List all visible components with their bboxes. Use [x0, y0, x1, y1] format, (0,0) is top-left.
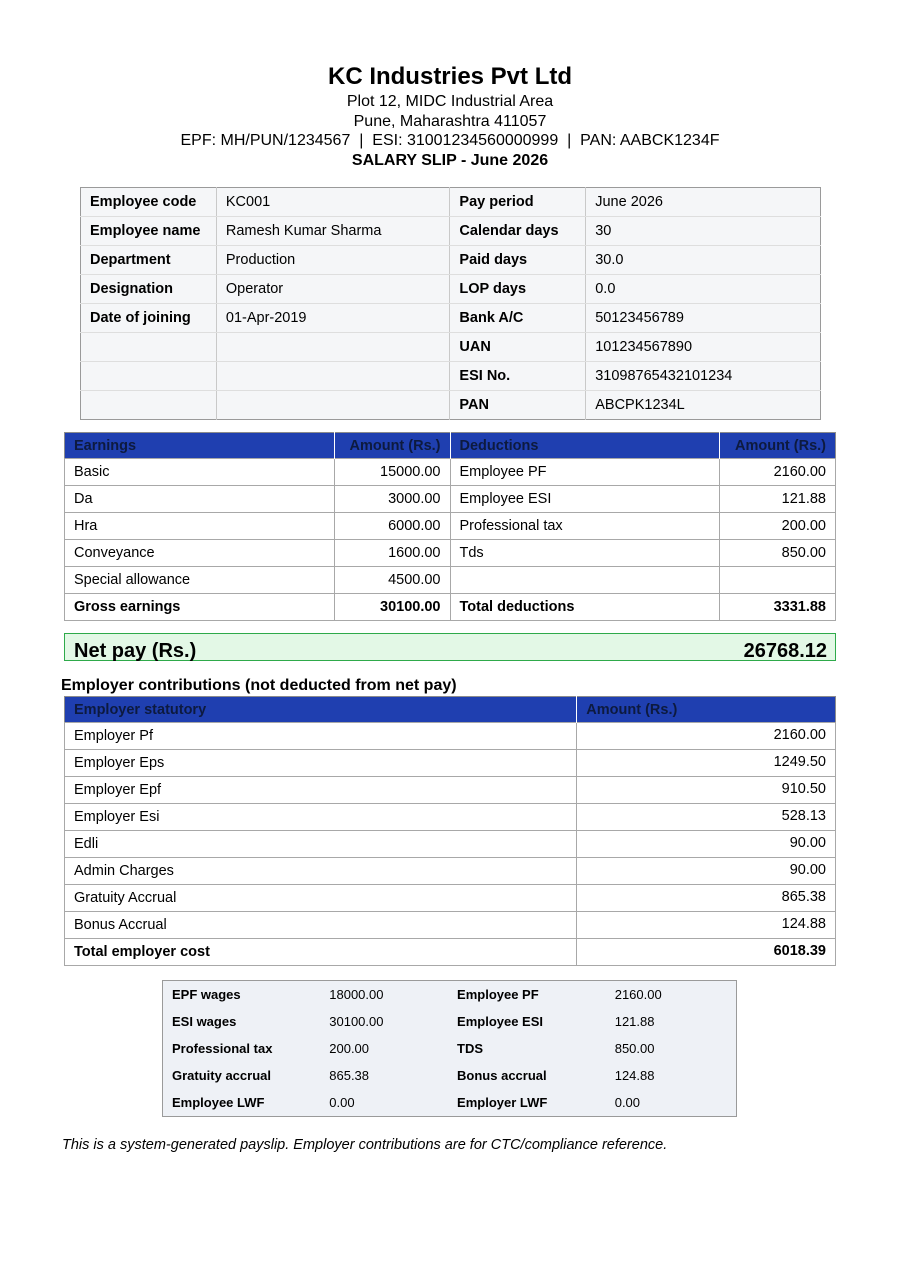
employee-info-row [81, 246, 821, 275]
info-label: Pay period [450, 188, 586, 217]
info-label [81, 391, 217, 420]
employer-item-name: Bonus Accrual [65, 912, 577, 939]
info-label: Employee code [81, 188, 217, 217]
info-label: PAN [450, 391, 586, 420]
summary-label: Employer LWF [457, 1095, 548, 1110]
summary-value: 124.88 [614, 1068, 655, 1083]
summary-label: Gratuity accrual [172, 1068, 271, 1083]
summary-label: Employee PF [457, 987, 539, 1002]
summary-value: 200.00 [329, 1041, 370, 1056]
employer-item-amount: 910.50 [577, 777, 836, 804]
deduction-name [450, 567, 720, 594]
employer-contributions-title: Employer contributions (not deducted from net pay) [61, 677, 457, 694]
summary-row [163, 1062, 737, 1089]
employer-item-amount: 90.00 [577, 858, 836, 885]
employer-item-name: Edli [65, 831, 577, 858]
employer-item-amount: 124.88 [577, 912, 836, 939]
totals-row [65, 594, 836, 621]
employer-header [65, 697, 836, 723]
summary-value: 850.00 [614, 1041, 655, 1056]
employer-total-row [65, 939, 836, 966]
earning-name: Hra [65, 513, 335, 540]
header-earnings-amount: Amount (Rs.) [334, 433, 450, 459]
deduction-name: Professional tax [450, 513, 720, 540]
employee-info-row [81, 217, 821, 246]
footnote: This is a system-generated payslip. Employer contributions are for CTC/compliance reference. [62, 1137, 668, 1153]
summary-label: ESI wages [172, 1014, 237, 1029]
earnings-deductions-table [64, 432, 836, 621]
info-label: Bank A/C [450, 304, 586, 333]
company-address-line2: Pune, Maharashtra 411057 [353, 112, 547, 130]
info-value [216, 391, 450, 420]
employer-item-amount: 2160.00 [577, 723, 836, 750]
table-row [65, 858, 836, 885]
employee-info-row [81, 333, 821, 362]
employee-info-row [81, 391, 821, 420]
info-value: 31098765432101234 [586, 362, 821, 391]
slip-title: SALARY SLIP - June 2026 [351, 151, 549, 169]
summary-value: 865.38 [329, 1068, 370, 1083]
header-employer-amount: Amount (Rs.) [577, 697, 836, 723]
deduction-name: Tds [450, 540, 720, 567]
info-value: 50123456789 [586, 304, 821, 333]
summary-value: 0.00 [329, 1095, 355, 1110]
gross-earnings-value: 30100.00 [334, 594, 450, 621]
info-label [81, 362, 217, 391]
info-value: ABCPK1234L [595, 397, 685, 413]
info-value: 0.0 [586, 275, 821, 304]
deduction-name: Employee PF [450, 459, 720, 486]
total-employer-cost-value: 6018.39 [577, 939, 836, 966]
table-row [65, 831, 836, 858]
header-employer-statutory: Employer statutory [65, 697, 577, 723]
summary-label: TDS [457, 1041, 484, 1056]
info-label: Designation [81, 275, 217, 304]
employee-info-row [81, 275, 821, 304]
employer-item-amount: 1249.50 [577, 750, 836, 777]
earning-name: Basic [65, 459, 335, 486]
table-row [65, 804, 836, 831]
employer-item-name: Admin Charges [65, 858, 577, 885]
table-row [65, 567, 836, 594]
info-label: LOP days [450, 275, 586, 304]
company-name: KC Industries Pvt Ltd [327, 63, 573, 90]
employer-item-amount: 865.38 [577, 885, 836, 912]
table-row [65, 486, 836, 513]
earning-amount: 6000.00 [334, 513, 450, 540]
earning-amount: 1600.00 [334, 540, 450, 567]
deduction-name: Employee ESI [450, 486, 720, 513]
employee-info-row [81, 188, 821, 217]
earning-amount: 4500.00 [334, 567, 450, 594]
deduction-amount: 121.88 [720, 486, 836, 513]
table-row [65, 777, 836, 804]
employer-contributions-table [64, 696, 836, 966]
info-label: Department [81, 246, 217, 275]
summary-label: Bonus accrual [457, 1068, 547, 1083]
summary-label: Employee ESI [457, 1014, 544, 1029]
table-row [65, 750, 836, 777]
employee-info-row [81, 304, 821, 333]
header-deductions: Deductions [450, 433, 720, 459]
summary-label: Professional tax [172, 1041, 273, 1056]
total-deductions-label: Total deductions [450, 594, 720, 621]
info-label: Date of joining [81, 304, 217, 333]
info-value [216, 333, 450, 362]
statutory-summary-table [162, 980, 737, 1117]
deduction-amount [720, 567, 836, 594]
info-label [81, 333, 217, 362]
table-row [65, 885, 836, 912]
employer-item-name: Employer Epf [65, 777, 577, 804]
payslip-header [0, 62, 900, 170]
info-label: ESI No. [450, 362, 586, 391]
summary-label: EPF wages [172, 987, 241, 1002]
employer-item-name: Employer Pf [65, 723, 577, 750]
summary-value: 18000.00 [329, 987, 384, 1002]
header-earnings: Earnings [65, 433, 335, 459]
table-row [65, 912, 836, 939]
earning-name: Da [65, 486, 335, 513]
info-value [216, 362, 450, 391]
info-label: Paid days [450, 246, 586, 275]
info-label: Employee name [81, 217, 217, 246]
company-registration: EPF: MH/PUN/1234567 | ESI: 31001234560000999 | PAN: AABCK1234F [180, 132, 720, 149]
info-label: UAN [450, 333, 586, 362]
header-deductions-amount: Amount (Rs.) [720, 433, 836, 459]
info-value: 30.0 [586, 246, 821, 275]
info-value: June 2026 [586, 188, 821, 217]
earning-amount: 15000.00 [334, 459, 450, 486]
earning-name: Conveyance [65, 540, 335, 567]
employer-item-name: Gratuity Accrual [65, 885, 577, 912]
deduction-amount: 850.00 [720, 540, 836, 567]
info-value: 30 [586, 217, 821, 246]
summary-value: 0.00 [614, 1095, 641, 1110]
earning-name: Special allowance [65, 567, 335, 594]
employee-info-table [80, 187, 821, 420]
summary-label: Employee LWF [172, 1095, 265, 1110]
total-deductions-value: 3331.88 [720, 594, 836, 621]
company-address-line1: Plot 12, MIDC Industrial Area [346, 93, 554, 110]
info-value: 01-Apr-2019 [216, 304, 450, 333]
net-pay-value: 26768.12 [743, 640, 827, 662]
employee-info-row [81, 362, 821, 391]
employer-item-name: Employer Esi [65, 804, 577, 831]
summary-row [163, 981, 737, 1009]
employer-item-amount: 90.00 [577, 831, 836, 858]
info-value: Operator [216, 275, 450, 304]
summary-row [163, 1089, 737, 1117]
summary-value: 2160.00 [614, 987, 662, 1002]
table-row [65, 540, 836, 567]
deduction-amount: 200.00 [720, 513, 836, 540]
earnings-deductions-header [65, 433, 836, 459]
net-pay-label: Net pay (Rs.) [74, 640, 197, 662]
info-value: 101234567890 [586, 333, 821, 362]
summary-row [163, 1008, 737, 1035]
info-label: Calendar days [450, 217, 586, 246]
summary-value: 121.88 [614, 1014, 655, 1029]
info-value: Ramesh Kumar Sharma [216, 217, 450, 246]
earning-amount: 3000.00 [334, 486, 450, 513]
table-row [65, 459, 836, 486]
total-employer-cost-label: Total employer cost [65, 939, 577, 966]
table-row [65, 723, 836, 750]
deduction-amount: 2160.00 [720, 459, 836, 486]
employer-item-amount: 528.13 [577, 804, 836, 831]
summary-row [163, 1035, 737, 1062]
employer-item-name: Employer Eps [65, 750, 577, 777]
gross-earnings-label: Gross earnings [65, 594, 335, 621]
info-value: KC001 [216, 188, 450, 217]
summary-value: 30100.00 [329, 1014, 384, 1029]
info-value: Production [216, 246, 450, 275]
table-row [65, 513, 836, 540]
net-pay-banner [64, 633, 836, 661]
